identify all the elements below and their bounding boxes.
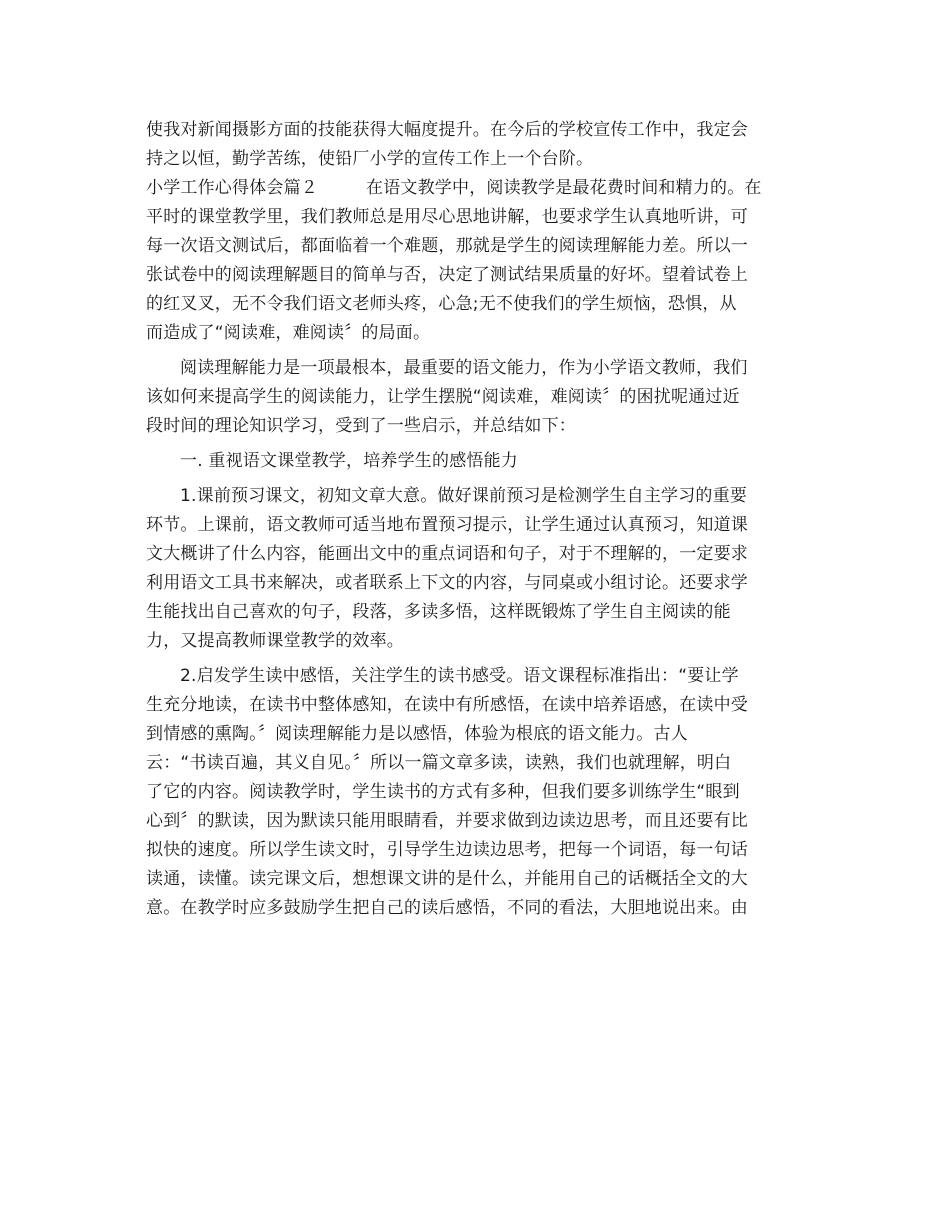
text-line: 意。在教学时应多鼓励学生把自己的读后感悟，不同的看法，大胆地说出来。由: [146, 898, 748, 918]
text-line: 2.启发学生读中感悟，关注学生的读书感受。语文课程标准指出：“要让学: [180, 666, 739, 686]
text-line: 环节。上课前，语文教师可适当地布置预习提示，让学生通过认真预习，知道课: [146, 515, 748, 535]
text-line: 到情感的熏陶。〞阅读理解能力是以感悟，体验为根底的语文能力。古人: [146, 724, 688, 744]
text-line: 了它的内容。阅读教学时，学生读书的方式有多种，但我们要多训练学生“眼到: [146, 782, 740, 802]
text-line: 而造成了“阅读难，难阅读〞的局面。: [146, 323, 431, 343]
text-line: 在语文教学中，阅读教学是最花费时间和精力的。在: [366, 178, 762, 198]
text-line: 云：“书读百遍，其义自见。〞所以一篇文章多读，读熟，我们也就理解，明白: [146, 753, 732, 773]
text-line: 阅读理解能力是一项最根本，最重要的语文能力，作为小学语文教师，我们: [180, 358, 748, 378]
text-line: 利用语文工具书来解决，或者联系上下文的内容，与同桌或小组讨论。还要求学: [146, 573, 748, 593]
text-line: 拟快的速度。所以学生读文时，引导学生边读边思考，把每一个词语，每一句话: [146, 840, 748, 860]
item-2: [146, 662, 806, 923]
heading-1: 一. 重视语文课堂教学，培养学生的感悟能力: [180, 451, 519, 471]
item-1: [146, 482, 806, 656]
text-line: 段时间的理论知识学习，受到了一些启示，并总结如下：: [146, 416, 576, 436]
text-line: 该如何来提高学生的阅读能力，让学生摆脱“阅读难，难阅读〞的困扰呢通过近: [146, 387, 740, 407]
section-paragraph: [146, 174, 806, 348]
section-title: 小学工作心得体会篇２: [146, 178, 318, 198]
text-line: 平时的课堂教学里，我们教师总是用尽心思地讲解，也要求学生认真地听讲，可: [146, 207, 748, 227]
text-line: 使我对新闻摄影方面的技能获得大幅度提升。在今后的学校宣传工作中，我定会: [146, 120, 748, 140]
text-line: 文大概讲了什么内容，能画出文中的重点词语和句子，对于不理解的，一定要求: [146, 544, 748, 564]
text-line: 生能找出自己喜欢的句子，段落，多读多悟，这样既锻炼了学生自主阅读的能: [146, 602, 731, 622]
paragraph-2: [146, 354, 806, 441]
text-line: 生充分地读，在读书中整体感知，在读中有所感悟，在读中培养语感，在读中受: [146, 695, 748, 715]
intro-paragraph: [146, 116, 806, 174]
section-title-line: [146, 174, 806, 203]
text-line: 心到〞的默读，因为默读只能用眼睛看，并要求做到边读边思考，而且还要有比: [146, 811, 748, 831]
document-body: [146, 116, 806, 923]
text-line: 持之以恒，勤学苦练，使铅厂小学的宣传工作上一个台阶。: [146, 149, 594, 169]
text-line: 的红叉叉，无不令我们语文老师头疼，心急;无不使我们的学生烦恼，恐惧，从: [146, 294, 737, 314]
text-line: 1.课前预习课文，初知文章大意。做好课前预习是检测学生自主学习的重要: [180, 486, 748, 506]
text-line: 每一次语文测试后，都面临着一个难题，那就是学生的阅读理解能力差。所以一: [146, 236, 748, 256]
text-line: 读通，读懂。读完课文后，想想课文讲的是什么，并能用自己的话概括全文的大: [146, 869, 748, 889]
text-line: 力，又提高教师课堂教学的效率。: [146, 631, 404, 651]
text-line: 张试卷中的阅读理解题目的简单与否，决定了测试结果质量的好坏。望着试卷上: [146, 265, 748, 285]
